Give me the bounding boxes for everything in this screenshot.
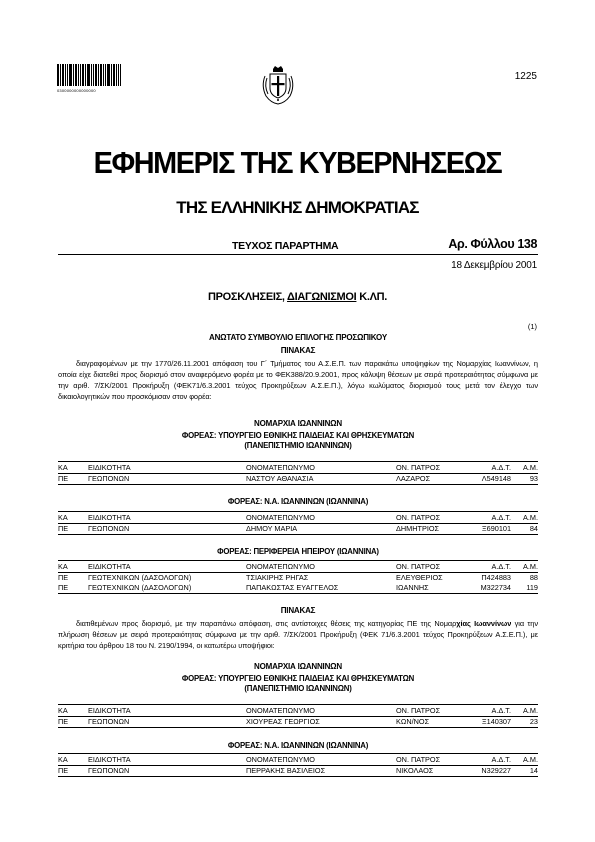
table-header-cell: ΟΝΟΜΑΤΕΠΩΝΥΜΟ — [246, 462, 396, 474]
table-part2-group2 — [58, 753, 538, 777]
cell-id-number: Λ549148 — [456, 474, 511, 485]
cell-specialty: ΓΕΩΠΟΝΩΝ — [88, 474, 246, 485]
table-header-cell: ΕΙΔΙΚΟΤΗΤΑ — [88, 561, 246, 573]
barcode-number: 0300000000000000 — [57, 88, 96, 93]
table-part1-group2 — [58, 511, 538, 535]
table-header-cell: Α.Μ. — [511, 705, 538, 717]
table-row — [58, 474, 538, 485]
table-row — [58, 524, 538, 535]
cell-ka: ΠΕ — [58, 766, 88, 777]
table-header-cell: Α.Μ. — [511, 462, 538, 474]
part1-paragraph: διαγραφομένων με την 1770/26.11.2001 απόφαση του Γ΄ Τμήματος του Α.Σ.Ε.Π. των παρακάτω υποψηφίων της Νομαρχίας Ιωαννίνων, η οποία είχε διατεθεί προς διορισμό στον αναφερόμενο φορέα με το ΦΕΚ388/20.9.2001, προς κάλυψη θέσεων με σειρά προτεραιότητας σύμφωνα με την αριθ. 7/ΣΚ/2001 Προκήρυξη (ΦΕΚ71/6.3.2001 τεύχος Προκηρύξεων Α.Σ.Ε.Π.), λόγω κωλύματος διορισμού τους μετά τον έλεγχο των δικαιολογητικών που προσκόμισαν στον φορέα: — [58, 359, 538, 401]
cell-id-number: Ξ690101 — [456, 524, 511, 535]
table-header-cell: ΚΑ — [58, 561, 88, 573]
cell-specialty: ΓΕΩΤΕΧΝΙΚΩΝ (ΔΑΣΟΛΟΓΩΝ) — [88, 573, 192, 582]
part2-heading: ΠΙΝΑΚΑΣ — [280, 606, 316, 615]
table-header-cell: ΟΝ. ΠΑΤΡΟΣ — [396, 754, 456, 766]
part1-prefecture: ΝΟΜΑΡΧΙΑ ΙΩΑΝΝΙΝΩΝ — [254, 419, 342, 428]
part1-foreas-3: ΦΟΡΕΑΣ: ΠΕΡΙΦΕΡΕΙΑ ΗΠΕΙΡΟΥ (ΙΩΑΝΝΙΝΑ) — [217, 547, 379, 556]
table-part1-group3 — [58, 560, 538, 594]
cell-specialty: ΓΕΩΠΟΝΩΝ — [88, 717, 246, 728]
table-header-cell: ΕΙΔΙΚΟΤΗΤΑ — [88, 462, 246, 474]
table-header-cell: ΕΙΔΙΚΟΤΗΤΑ — [88, 754, 246, 766]
table-header-cell: Α.Δ.Τ. — [456, 705, 511, 717]
table-header-cell: ΟΝΟΜΑΤΕΠΩΝΥΜΟ — [246, 561, 396, 573]
cell-registry-number: 14 — [511, 766, 538, 777]
table-header-cell: ΚΑ — [58, 705, 88, 717]
greek-coat-of-arms-icon — [259, 64, 297, 106]
cell-id-number: Μ322734 — [456, 583, 511, 594]
cell-father-name: ΛΑΖΑΡΟΣ — [396, 474, 456, 485]
cell-ka: ΠΕ — [58, 573, 69, 582]
section-title-underlined: ΔΙΑΓΩΝΙΣΜΟΙ — [287, 291, 357, 303]
part1-foreas-1-sub: (ΠΑΝΕΠΙΣΤΗΜΙΟ ΙΩΑΝΝΙΝΩΝ) — [244, 441, 352, 450]
cell-ka: ΠΕ — [58, 583, 88, 594]
table-header-row — [58, 512, 538, 524]
barcode — [57, 64, 121, 86]
part1-foreas-2: ΦΟΡΕΑΣ: Ν.Α. ΙΩΑΝΝΙΝΩΝ (ΙΩΑΝΝΙΝΑ) — [227, 497, 369, 506]
cell-registry-number: 119 — [511, 583, 538, 594]
gazette-title: ΕΦΗΜΕΡΙΣ ΤΗΣ ΚΥΒΕΡΝΗΣΕΩΣ — [93, 145, 502, 180]
cell-full-name: ΔΗΜΟΥ ΜΑΡΙΑ — [246, 524, 396, 535]
table-header-row — [58, 462, 538, 474]
table-part1-group1 — [58, 461, 538, 485]
table-header-cell: ΟΝ. ΠΑΤΡΟΣ — [396, 462, 456, 474]
table-header-cell: ΚΑ — [58, 512, 88, 524]
issue-type: ΤΕΥΧΟΣ ΠΑΡΑΡΤΗΜΑ — [232, 240, 339, 252]
cell-father-name: ΔΗΜΗΤΡΙΟΣ — [396, 524, 456, 535]
table-row — [58, 573, 538, 584]
table-header-cell: Α.Μ. — [511, 561, 538, 573]
part2-foreas-1: ΦΟΡΕΑΣ: ΥΠΟΥΡΓΕΙΟ ΕΘΝΙΚΗΣ ΠΑΙΔΕΙΑΣ ΚΑΙ ΘΡΗΣΚΕΥΜΑΤΩΝ — [181, 674, 415, 683]
table-header-cell: ΟΝΟΜΑΤΕΠΩΝΥΜΟ — [246, 754, 396, 766]
table-header-row — [58, 705, 538, 717]
table-header-row — [58, 561, 538, 573]
table-header-row — [58, 754, 538, 766]
table-header-cell: ΟΝ. ΠΑΤΡΟΣ — [396, 512, 456, 524]
part2-foreas-1-sub: (ΠΑΝΕΠΙΣΤΗΜΙΟ ΙΩΑΝΝΙΝΩΝ) — [244, 684, 352, 693]
cell-father-name: ΚΩΝ/ΝΟΣ — [396, 717, 456, 728]
table-header-cell: ΟΝ. ΠΑΤΡΟΣ — [396, 705, 456, 717]
cell-ka: ΠΕ — [58, 717, 88, 728]
cell-full-name: ΤΣΙΑΚΙΡΗΣ ΡΗΓΑΣ — [246, 573, 309, 582]
table-header-cell: ΚΑ — [58, 462, 88, 474]
header-divider — [58, 254, 538, 255]
part2-foreas-2: ΦΟΡΕΑΣ: Ν.Α. ΙΩΑΝΝΙΝΩΝ (ΙΩΑΝΝΙΝΑ) — [227, 741, 369, 750]
table-row — [58, 583, 538, 594]
part2-prefecture: ΝΟΜΑΡΧΙΑ ΙΩΑΝΝΙΝΩΝ — [254, 662, 342, 671]
announcement-marker: (1) — [527, 322, 537, 331]
cell-id-number: Ξ140307 — [456, 717, 511, 728]
cell-registry-number: 93 — [511, 474, 538, 485]
cell-full-name: ΧΙΟΥΡΕΑΣ ΓΕΩΡΓΙΟΣ — [246, 717, 396, 728]
table-header-cell: ΟΝΟΜΑΤΕΠΩΝΥΜΟ — [246, 512, 396, 524]
cell-registry-number: 23 — [511, 717, 538, 728]
gazette-subtitle: ΤΗΣ ΕΛΛΗΝΙΚΗΣ ΔΗΜΟΚΡΑΤΙΑΣ — [176, 198, 419, 217]
table-row — [58, 766, 538, 777]
cell-specialty: ΓΕΩΠΟΝΩΝ — [88, 766, 246, 777]
part1-heading: ΠΙΝΑΚΑΣ — [280, 346, 316, 355]
cell-full-name: ΠΕΡΡΑΚΗΣ ΒΑΣΙΛΕΙΟΣ — [246, 766, 396, 777]
issue-date: 18 Δεκεμβρίου 2001 — [451, 260, 537, 271]
cell-father-name: ΝΙΚΟΛΑΟΣ — [396, 766, 456, 777]
table-header-cell: Α.Δ.Τ. — [456, 462, 511, 474]
table-header-cell: Α.Μ. — [511, 512, 538, 524]
table-header-cell: ΟΝΟΜΑΤΕΠΩΝΥΜΟ — [246, 705, 396, 717]
cell-specialty: ΓΕΩΠΟΝΩΝ — [88, 524, 246, 535]
table-header-cell: Α.Μ. — [511, 754, 538, 766]
table-header-cell: Α.Δ.Τ. — [456, 754, 511, 766]
table-part2-group1 — [58, 704, 538, 728]
cell-registry-number: 84 — [511, 524, 538, 535]
cell-specialty: ΓΕΩΤΕΧΝΙΚΩΝ (ΔΑΣΟΛΟΓΩΝ) — [88, 583, 246, 594]
cell-full-name: ΠΑΠΑΚΩΣΤΑΣ ΕΥΑΓΓΕΛΟΣ — [246, 583, 396, 594]
part1-foreas-1: ΦΟΡΕΑΣ: ΥΠΟΥΡΓΕΙΟ ΕΘΝΙΚΗΣ ΠΑΙΔΕΙΑΣ ΚΑΙ ΘΡΗΣΚΕΥΜΑΤΩΝ — [181, 431, 415, 440]
cell-father-name: ΙΩΑΝΝΗΣ — [396, 583, 456, 594]
cell-ka: ΠΕ — [58, 474, 88, 485]
table-header-cell: Α.Δ.Τ. — [456, 512, 511, 524]
table-header-cell: Α.Δ.Τ. — [456, 561, 511, 573]
table-header-cell: ΕΙΔΙΚΟΤΗΤΑ — [88, 705, 246, 717]
table-row — [58, 717, 538, 728]
cell-ka: ΠΕ — [58, 524, 88, 535]
sheet-number: Αρ. Φύλλου 138 — [448, 237, 537, 251]
section-title: ΠΡΟΣΚΛΗΣΕΙΣ, ΔΙΑΓΩΝΙΣΜΟΙ Κ.ΛΠ. — [207, 291, 388, 303]
cell-full-name: ΝΑΣΤΟΥ ΑΘΑΝΑΣΙΑ — [246, 474, 396, 485]
cell-id-number: Π424883 — [481, 573, 511, 582]
table-header-cell: ΟΝ. ΠΑΤΡΟΣ — [396, 561, 456, 573]
table-header-cell: ΚΑ — [58, 754, 88, 766]
table-header-cell: ΕΙΔΙΚΟΤΗΤΑ — [88, 512, 246, 524]
cell-father-name: ΕΛΕΥΘΕΡΙΟΣ — [396, 573, 443, 582]
cell-registry-number: 88 — [529, 573, 538, 582]
part2-paragraph: διατιθεμένων προς διορισμό, με την παραπάνω απόφαση, στις αντίστοιχες θέσεις της κατηγορίας ΠΕ της Νομαρχίας Ιωαννίνων για την πλήρωση θέσεων με σειρά προτεραιότητας σύμφωνα με την αριθ. 7/ΣΚ/2001 Προκήρυξη (ΦΕΚ 71/6.3.2001 τεύχος Προκηρύξεων Α.Σ.Ε.Π.), με κριτήρια του άρθρου 18 του Ν. 2190/1994, οι κατωτέρω υποψήφιοι: — [58, 619, 538, 650]
cell-id-number: Ν329227 — [456, 766, 511, 777]
page-number: 1225 — [514, 71, 537, 82]
organization-name: ΑΝΩΤΑΤΟ ΣΥΜΒΟΥΛΙΟ ΕΠΙΛΟΓΗΣ ΠΡΟΣΩΠΙΚΟΥ — [209, 333, 387, 342]
